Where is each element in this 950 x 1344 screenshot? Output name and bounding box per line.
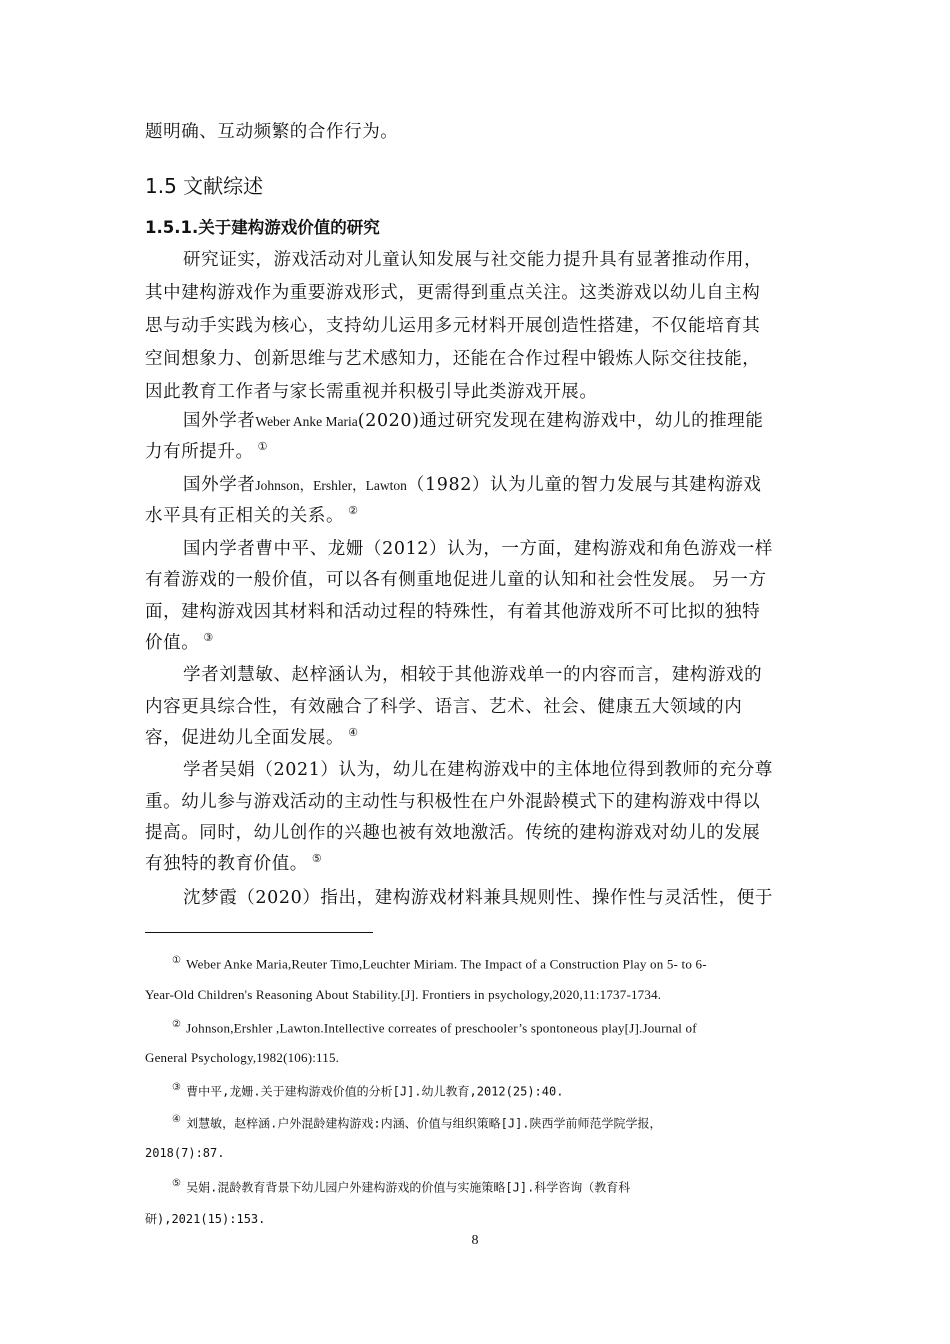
footnote-ref-4[interactable]: ④ (348, 726, 359, 740)
footnote-mark: ③ (172, 1082, 182, 1093)
paragraph-4-line: 有着游戏的一般价值，可以各有侧重地促进儿童的认知和社会性发展。 另一方 (145, 570, 767, 590)
paragraph-1-line: 思与动手实践为核心，支持幼儿运用多元材料开展创造性搭建，不仅能培育其 (145, 316, 761, 336)
paragraph-6-line: 提高。同时，幼儿创作的兴趣也被有效地激活。传统的建构游戏对幼儿的发展 (145, 823, 761, 843)
footnote-text: 曹中平,龙姗.关于建构游戏价值的分析[J].幼儿教育,2012(25):40. (186, 1084, 564, 1099)
paragraph-5-line: 内容更具综合性，有效融合了科学、语言、艺术、社会、健康五大领域的内 (145, 697, 743, 717)
paragraph-1-line: 空间想象力、创新思维与艺术感知力，还能在合作过程中锻炼人际交往技能， (145, 349, 761, 369)
paragraph-1-line: 因此教育工作者与家长需重视并积极引导此类游戏开展。 (145, 382, 598, 402)
footnote-text: Johnson,Ershler ,Lawton.Intellective correates of preschooler’s spontoneous play[J].Journal of (186, 1020, 697, 1036)
paragraph-4-end: 价值。 (145, 633, 200, 653)
paragraph-6-line: 重。幼儿参与游戏活动的主动性与积极性在户外混龄模式下的建构游戏中得以 (145, 792, 761, 812)
paragraph-3-line (145, 502, 359, 527)
paragraph-5-end: 容，促进幼儿全面发展。 (145, 728, 345, 748)
footnote-2 (172, 1019, 697, 1036)
paragraph-3-end: 水平具有正相关的关系。 (145, 506, 345, 526)
paragraph-2-prefix: 国外学者 (183, 411, 256, 431)
author-names: Johnson，Ershler，Lawton (255, 478, 407, 493)
paragraph-7-line: 沈梦霞（2020）指出，建构游戏材料兼具规则性、操作性与灵活性，便于 (183, 888, 773, 908)
footnote-5-cont: 研),2021(15):153. (145, 1212, 266, 1226)
author-name: Weber Anke Maria (255, 414, 358, 429)
footnote-text: Weber Anke Maria,Reuter Timo,Leuchter Miriam. The Impact of a Construction Play on 5- to 6- (186, 956, 707, 972)
paragraph-4-line (145, 629, 214, 654)
paragraph-5-line: 学者刘慧敏、赵梓涵认为，相较于其他游戏单一的内容而言，建构游戏的 (183, 665, 763, 685)
section-heading: 1.5 文献综述 (145, 174, 264, 198)
footnote-4-cont: 2018(7):87. (145, 1146, 225, 1160)
footnote-separator (145, 932, 373, 933)
paragraph-3-line (183, 471, 762, 496)
footnote-mark: ⑤ (172, 1178, 182, 1189)
paragraph-6-line (145, 850, 322, 875)
paragraph-3-text: （1982）认为儿童的智力发展与其建构游戏 (406, 475, 762, 495)
footnote-mark: ① (172, 955, 182, 966)
paragraph-2-text: (2020)通过研究发现在建构游戏中，幼儿的推理能 (357, 411, 764, 431)
page-number: 8 (471, 1233, 479, 1248)
footnote-3 (172, 1082, 563, 1099)
body-text-line: 题明确、互动频繁的合作行为。 (145, 122, 399, 142)
paragraph-4-line: 面，建构游戏因其材料和活动过程的特殊性，有着其他游戏所不可比拟的独特 (145, 602, 761, 622)
paragraph-2-line (183, 407, 763, 432)
footnote-mark: ② (172, 1019, 182, 1030)
paragraph-6-end: 有独特的教育价值。 (145, 854, 308, 874)
paragraph-1-line: 其中建构游戏作为重要游戏形式，更需得到重点关注。这类游戏以幼儿自主构 (145, 283, 761, 303)
paragraph-2-line (145, 438, 268, 463)
footnote-ref-2[interactable]: ② (348, 504, 359, 518)
footnote-ref-1[interactable]: ① (257, 440, 269, 454)
paragraph-5-line (145, 724, 359, 749)
paragraph-1-line: 研究证实，游戏活动对儿童认知发展与社交能力提升具有显著推动作用， (183, 250, 763, 270)
footnote-text: 刘慧敏，赵梓涵.户外混龄建构游戏:内涵、价值与组织策略[J].陕西学前师范学院学报， (186, 1116, 662, 1131)
footnote-1-cont: Year-Old Children's Reasoning About Stability.[J]. Frontiers in psychology,2020,11:1737-1734. (145, 987, 662, 1002)
footnote-5 (172, 1178, 630, 1195)
footnote-ref-3[interactable]: ③ (203, 631, 214, 645)
footnote-ref-5[interactable]: ⑤ (311, 852, 323, 866)
footnote-4 (172, 1114, 662, 1131)
subsection-heading: 1.5.1.关于建构游戏价值的研究 (145, 218, 380, 237)
footnote-1 (172, 955, 707, 972)
footnote-2-cont: General Psychology,1982(106):115. (145, 1050, 340, 1065)
footnote-text: 吴娟.混龄教育背景下幼儿园户外建构游戏的价值与实施策略[J].科学咨询（教育科 (186, 1180, 631, 1195)
paragraph-3-prefix: 国外学者 (183, 475, 256, 495)
paragraph-6-line: 学者吴娟（2021）认为，幼儿在建构游戏中的主体地位得到教师的充分尊 (183, 760, 773, 780)
paragraph-2-end: 力有所提升。 (145, 442, 254, 462)
footnote-mark: ④ (172, 1114, 182, 1125)
paragraph-4-line: 国内学者曹中平、龙姗（2012）认为，一方面，建构游戏和角色游戏一样 (183, 539, 773, 559)
